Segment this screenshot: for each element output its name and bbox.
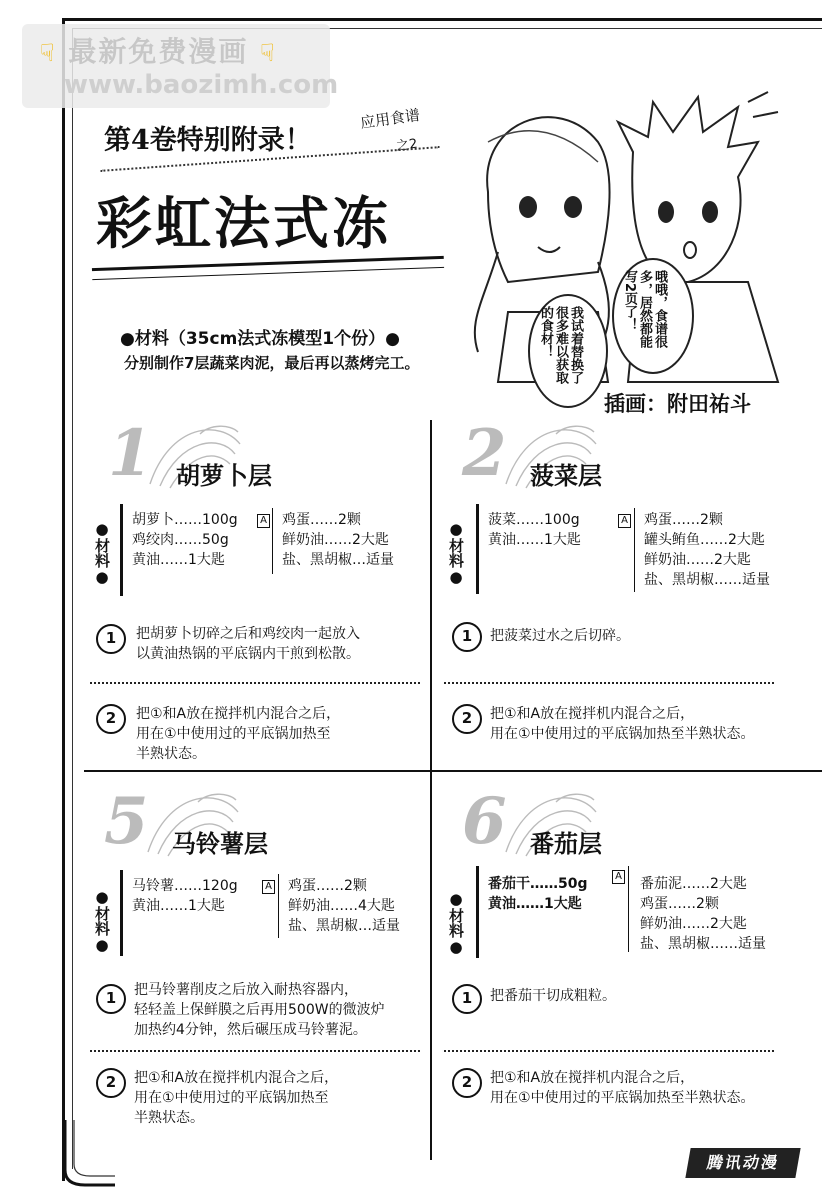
corner-ornament-icon	[60, 1120, 120, 1190]
base-ingredients	[488, 510, 581, 550]
step-text: 把①和A放在搅拌机内混合之后， 用在①中使用过的平底锅加热至半熟状态。	[490, 706, 755, 742]
ingredient-item: 鲜奶油……2大匙	[640, 916, 747, 932]
a-ingredients	[282, 510, 394, 570]
base-ingredients	[132, 876, 238, 916]
base-ingredients	[132, 510, 238, 570]
materials-heading: ●材料（35cm法式冻模型1个份）●	[120, 329, 400, 349]
ingredient-item: 鸡蛋……2颗	[640, 896, 719, 912]
ingredient-item: 罐头鲔鱼……2大匙	[644, 532, 765, 548]
a-ingredients	[644, 510, 770, 590]
step-divider	[444, 682, 774, 684]
step-number: 2	[96, 704, 126, 734]
ingredient-item: 马铃薯……120g	[132, 878, 238, 894]
section-title: 马铃薯层	[172, 830, 268, 858]
illustrator-credit: 插画：附田祐斗	[604, 392, 751, 416]
applied-recipe-label: 应用食谱	[359, 105, 422, 133]
supplement-title: 第4卷特别附录！	[104, 125, 312, 156]
watermark-line2: www.baozimh.com	[64, 70, 339, 100]
step-text: 把①和A放在搅拌机内混合之后， 用在①中使用过的平底锅加热至 半熟状态。	[134, 1070, 339, 1126]
ingredient-item: 鸡蛋……2颗	[282, 512, 361, 528]
ingredient-item: 盐、黑胡椒…适量	[288, 918, 400, 934]
applied-recipe-number: 之2	[395, 136, 419, 155]
a-ingredients	[288, 876, 400, 936]
ingredient-item: 鸡绞肉……50g	[132, 532, 229, 548]
ingredient-item: 盐、黑胡椒……适量	[640, 936, 766, 952]
watermark-line1: ☟ 最新免费漫画 ☟	[40, 35, 277, 68]
speech-text-girl: 我试着替换了很多难以获取的食材！	[538, 306, 583, 384]
materials-label: ●材料●	[447, 520, 465, 586]
section-number: 1	[108, 416, 153, 491]
ingredient-item: 番茄泥……2大匙	[640, 876, 747, 892]
section-number: 5	[104, 784, 149, 859]
ingredient-item: 鸡蛋……2颗	[644, 512, 723, 528]
step-number: 1	[96, 624, 126, 654]
step-number: 2	[452, 704, 482, 734]
step-divider	[90, 1050, 420, 1052]
a-group-bracket	[278, 874, 287, 938]
step-text: 把马铃薯削皮之后放入耐热容器内， 轻轻盖上保鲜膜之后再用500W的微波炉 加热约4分钟，然后碾压成马铃薯泥。	[134, 982, 385, 1038]
step-text: 把①和A放在搅拌机内混合之后， 用在①中使用过的平底锅加热至半熟状态。	[490, 1070, 755, 1106]
speech-text-boy: 哦哦，食谱很多，居然都能写2页了！	[622, 270, 667, 348]
ingredient-item: 盐、黑胡椒……适量	[644, 572, 770, 588]
a-group-label: A	[257, 514, 270, 528]
ingredient-item: 黄油……1大匙	[488, 532, 581, 548]
ingredient-item: 菠菜……100g	[488, 512, 580, 528]
materials-label: ●材料●	[93, 520, 111, 586]
chef-characters-illustration	[448, 82, 788, 402]
section-title: 菠菜层	[530, 462, 602, 490]
section-title: 番茄层	[530, 830, 602, 858]
ingredient-bracket	[120, 870, 131, 956]
section-title: 胡萝卜层	[176, 462, 272, 490]
ingredient-item: 黄油……1大匙	[132, 552, 225, 568]
ingredient-bracket	[120, 504, 131, 596]
hand-point-icon: ☟	[260, 39, 277, 67]
ingredient-item: 番茄干……50g	[488, 876, 588, 892]
step-number: 1	[452, 622, 482, 652]
ingredient-item: 鲜奶油……2大匙	[282, 532, 389, 548]
ingredient-item: 鲜奶油……4大匙	[288, 898, 395, 914]
materials-label: ●材料●	[93, 888, 111, 954]
base-ingredients	[488, 874, 588, 914]
a-group-label: A	[612, 870, 625, 884]
a-group-label: A	[262, 880, 275, 894]
a-group-label: A	[618, 514, 631, 528]
step-text: 把菠菜过水之后切碎。	[490, 628, 630, 644]
ingredient-item: 黄油……1大匙	[132, 898, 225, 914]
step-text: 把胡萝卜切碎之后和鸡绞肉一起放入 以黄油热锅的平底锅内干煎到松散。	[136, 626, 360, 662]
materials-note: 分别制作7层蔬菜肉泥，最后再以蒸烤完工。	[124, 354, 420, 372]
section-divider-vertical	[430, 420, 432, 1160]
section-number: 6	[462, 784, 507, 859]
recipe-title: 彩虹法式冻	[96, 192, 391, 257]
a-ingredients	[640, 874, 766, 954]
publisher-logo: 腾讯动漫	[685, 1148, 800, 1178]
hand-point-icon: ☟	[40, 39, 57, 67]
ingredient-item: 黄油……1大匙	[488, 896, 582, 912]
step-divider	[444, 1050, 774, 1052]
step-text: 把番茄干切成粗粒。	[490, 988, 616, 1004]
step-divider	[90, 682, 420, 684]
step-number: 1	[96, 984, 126, 1014]
ingredient-item: 鲜奶油……2大匙	[644, 552, 751, 568]
ingredient-bracket	[476, 504, 487, 594]
step-number: 1	[452, 984, 482, 1014]
ingredient-item: 胡萝卜……100g	[132, 512, 238, 528]
a-group-bracket	[634, 508, 643, 592]
step-text: 把①和A放在搅拌机内混合之后， 用在①中使用过的平底锅加热至 半熟状态。	[136, 706, 341, 762]
a-group-bracket	[628, 866, 637, 952]
section-divider-horizontal	[84, 770, 822, 772]
step-number: 2	[452, 1068, 482, 1098]
ingredient-item: 鸡蛋……2颗	[288, 878, 367, 894]
step-number: 2	[96, 1068, 126, 1098]
ingredient-bracket	[476, 866, 487, 958]
a-group-bracket	[272, 508, 281, 574]
materials-label: ●材料●	[447, 890, 465, 956]
section-number: 2	[462, 416, 507, 491]
ingredient-item: 盐、黑胡椒…适量	[282, 552, 394, 568]
